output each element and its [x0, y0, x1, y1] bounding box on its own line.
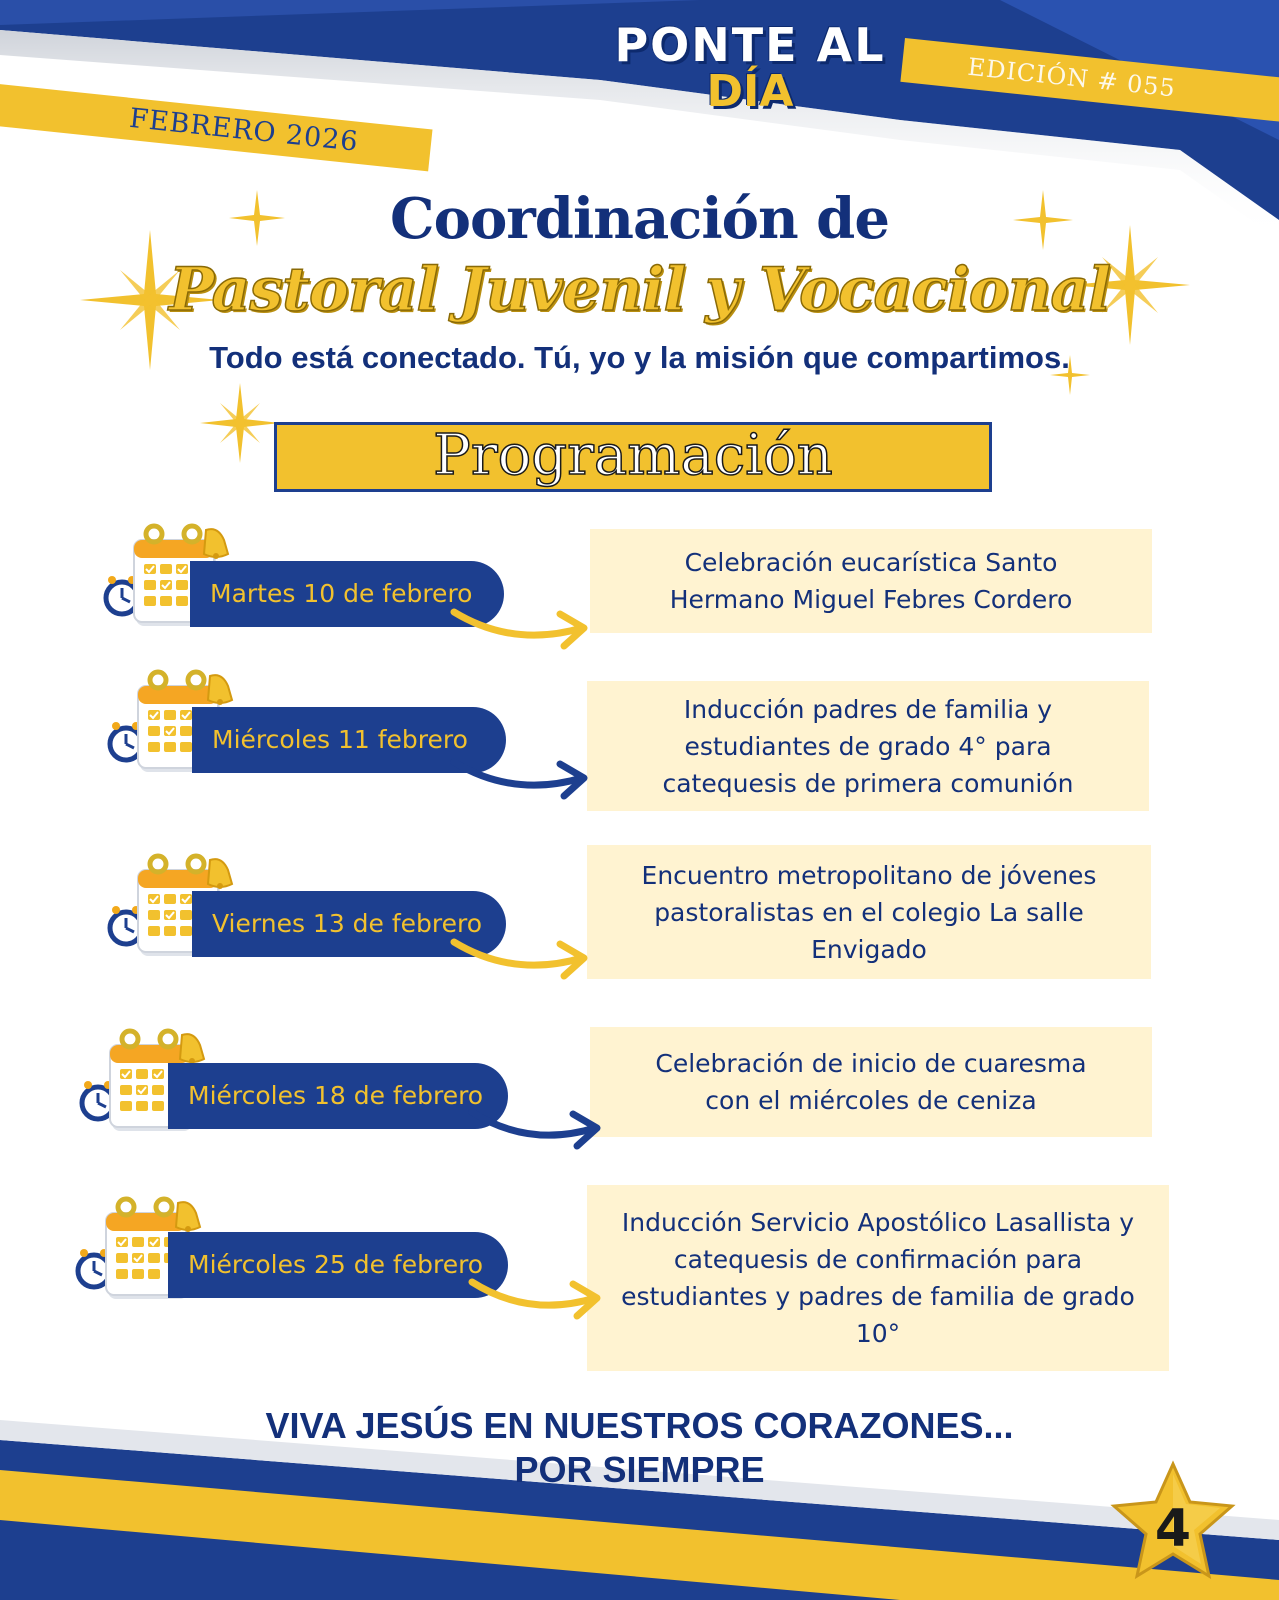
event-date: Miércoles 11 febrero [192, 707, 506, 773]
event-description-line: Envigado [811, 934, 927, 964]
event-description-line: Hermano Miguel Febres Cordero [669, 585, 1073, 614]
bell-icon [204, 529, 228, 559]
closing-message [0, 1404, 1279, 1492]
masthead-line1: PONTE AL [614, 18, 886, 72]
page-number: 4 [1154, 1499, 1192, 1559]
title-line1: Coordinación de [390, 186, 889, 252]
event-description-text [655, 1045, 1086, 1119]
event-description [587, 845, 1151, 979]
event-description-text [662, 691, 1073, 802]
event-description-line: Celebración eucarística Santo [684, 548, 1058, 577]
event-description [590, 529, 1152, 633]
tagline: Todo está conectado. Tú, yo y la misión que compartimos. [209, 340, 1070, 375]
event-description-line: Inducción Servicio Apostólico Lasallista y [621, 1208, 1135, 1237]
star-icon [1108, 1460, 1238, 1585]
bell-icon [180, 1034, 204, 1064]
event-description-line: pastoralistas en el colegio La salle [654, 897, 1084, 927]
event-description-text [670, 544, 1073, 618]
event-description [587, 681, 1149, 811]
event-description-line: estudiantes y padres de familia de grado [621, 1282, 1135, 1311]
event-description-line: 10° [855, 1319, 901, 1348]
curved-arrow-icon [450, 750, 610, 810]
edition-ribbon-text: EDICIÓN # 055 [966, 52, 1178, 103]
title-line2: Pastoral Juvenil y Vocacional [168, 255, 1111, 325]
event-description-line: catequesis de confirmación para [673, 1245, 1083, 1274]
curved-arrow-icon [468, 1100, 623, 1160]
event-description-line: Celebración de inicio de cuaresma [655, 1049, 1087, 1078]
closing-line1: VIVA JESÚS EN NUESTROS CORAZONES... [265, 1405, 1014, 1446]
event-description-line: catequesis de primera comunión [662, 768, 1074, 798]
closing-line2: POR SIEMPRE [514, 1449, 765, 1490]
event-description-line: con el miércoles de ceniza [705, 1086, 1037, 1115]
bell-icon [208, 859, 232, 889]
event-description-line: Encuentro metropolitano de jóvenes [641, 860, 1097, 890]
event-description [590, 1027, 1152, 1137]
event-date: Miércoles 25 de febrero [168, 1232, 508, 1298]
event-date: Viernes 13 de febrero [192, 891, 506, 957]
curved-arrow-icon [468, 1270, 623, 1330]
event-description [587, 1185, 1169, 1371]
sparkle-icon [200, 383, 280, 463]
event-date: Miércoles 18 de febrero [168, 1063, 508, 1129]
event-date: Martes 10 de febrero [190, 561, 504, 627]
event-description-text [642, 857, 1097, 968]
event-description-text [621, 1204, 1135, 1352]
event-description-line: estudiantes de grado 4° para [684, 731, 1052, 761]
masthead-line2: DÍA [706, 66, 794, 117]
bell-icon [176, 1202, 200, 1232]
bell-icon [208, 675, 232, 705]
date-ribbon-text: FEBRERO 2026 [127, 102, 360, 158]
curved-arrow-icon [450, 600, 610, 660]
programacion-heading: Programación [274, 422, 992, 492]
event-description-line: Inducción padres de familia y [683, 694, 1053, 724]
curved-arrow-icon [450, 930, 610, 990]
